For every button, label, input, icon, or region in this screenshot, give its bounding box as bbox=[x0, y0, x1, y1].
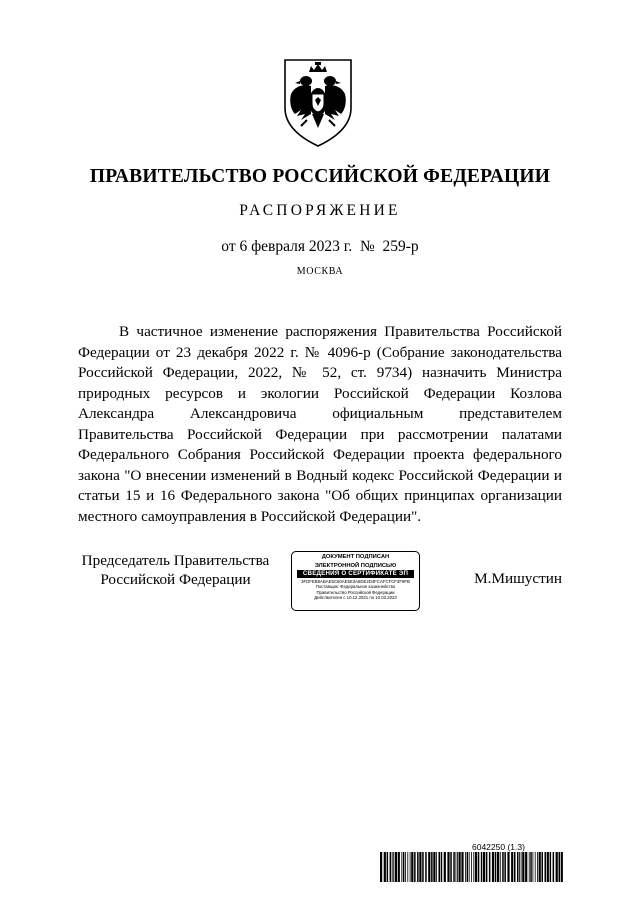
signer-name: М.Мишустин bbox=[474, 570, 562, 587]
government-title: ПРАВИТЕЛЬСТВО РОССИЙСКОЙ ФЕДЕРАЦИИ bbox=[89, 166, 551, 187]
esign-heading-line2: ЭЛЕКТРОННОЙ ПОДПИСЬЮ bbox=[314, 562, 397, 569]
document-date-number: от 6 февраля 2023 г. № 259-р bbox=[221, 238, 419, 255]
esign-validity: Действителен с 10.12.2021 по 10.03.2023 bbox=[314, 595, 397, 601]
signer-position-line2: Российской Федерации bbox=[100, 571, 251, 588]
barcode-number: 6042250 (1.3) bbox=[472, 842, 525, 852]
barcode-icon bbox=[380, 852, 563, 882]
order-text: В частичное изменение распоряжения Правительства Российской Федерации от 23 декабря 2022 г. № 4096-р (Собрание законодательства Российской Федерации, 2022, № 52, ст. 9734) назначить Министра природных ресурсов и экологии Российской Федерации Козлова Александра Александровича официальным представителем Правительства Российской Федерации при рассмотрении палатами Федерального Собрания Российской Федерации проекта федерального закона "О внесении изменений в Водный кодекс Российской Федерации и статьи 15 и 16 Федерального закона "Об общих принципах организации местного самоуправления в Российской Федерации". bbox=[78, 323, 562, 525]
electronic-signature-stamp bbox=[291, 551, 420, 611]
esign-certificate-number: 3FDFEB8ABAE5C50AE5E3A8DE2D4FCAFCFCF3F9FB bbox=[301, 578, 410, 584]
signer-position-line1: Председатель Правительства bbox=[81, 552, 270, 569]
esign-owner: Правительство Российской Федерации bbox=[316, 589, 395, 595]
signer-position bbox=[78, 551, 273, 589]
esign-issuer: Поставщик: Федеральное казначейство bbox=[315, 584, 396, 590]
esign-certificate-band: СВЕДЕНИЯ О СЕРТИФИКАТЕ ЭП bbox=[297, 570, 414, 578]
coat-of-arms-icon bbox=[279, 56, 357, 148]
document-type: РАСПОРЯЖЕНИЕ bbox=[239, 202, 401, 219]
document-city: МОСКВА bbox=[296, 266, 344, 277]
esign-heading-line1: ДОКУМЕНТ ПОДПИСАН bbox=[321, 554, 390, 560]
